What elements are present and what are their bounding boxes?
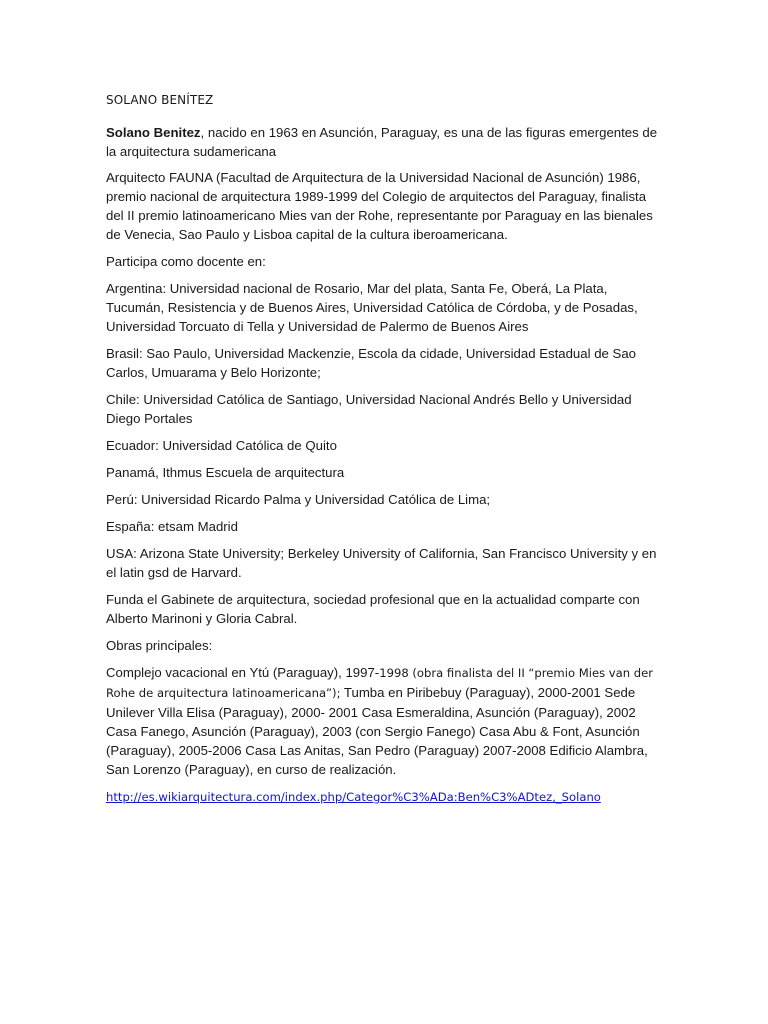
paragraph-link [106, 787, 666, 807]
paragraph-teaching-intro: Participa como docente en: [106, 254, 266, 269]
works-part-3: Tumba en Piribebuy (Paraguay), 2000-2001 Sede Unilever Villa Elisa (Paraguay), 2000- 2001 Casa Esmeraldina, Asunción (Paraguay), 2002 Casa Fanego, Asunción (Paraguay), 2003 (con Sergio Fanego) Casa Abu & Font, Asunción (Paraguay), 2005-2006 Casa Las Anitas, San Pedro (Paraguay) 2007-2008 Edificio Alambra, San Lorenzo (Paraguay), en curso de realización. [106, 685, 648, 777]
paragraph-gabinete: Funda el Gabinete de arquitectura, sociedad profesional que en la actualidad comparte con Alberto Marinoni y Gloria Cabral. [106, 592, 640, 626]
document-title: SOLANO BENÍTEZ [106, 93, 214, 107]
intro-text: , nacido en 1963 en Asunción, Paraguay, es una de las figuras emergentes de la arquitectura sudamericana [106, 125, 658, 159]
wikiarquitectura-link[interactable]: http://es.wikiarquitectura.com/index.php/Categor%C3%ADa:Ben%C3%ADtez,_Solano [106, 790, 601, 804]
paragraph-usa: USA: Arizona State University; Berkeley University of California, San Francisco University y en el latin gsd de Harvard. [106, 546, 657, 580]
paragraph-espana: España: etsam Madrid [106, 519, 238, 534]
paragraph-peru: Perú: Universidad Ricardo Palma y Universidad Católica de Lima; [106, 492, 491, 507]
paragraph-argentina: Argentina: Universidad nacional de Rosario, Mar del plata, Santa Fe, Oberá, La Plata, Tucumán, Resistencia y de Buenos Aires, Universidad Católica de Córdoba, y de Posadas, Universidad Torcuato di Tella y Universidad de Palermo de Buenos Aires [106, 281, 638, 334]
paragraph-brasil: Brasil: Sao Paulo, Universidad Mackenzie, Escola da cidade, Universidad Estadual de Sao Carlos, Umuarama y Belo Horizonte; [106, 346, 636, 380]
works-part-2: 1998 (obra finalista del II “premio Mies van der Rohe de arquitectura latinoamericana”); [106, 666, 654, 700]
paragraph-works [106, 663, 666, 779]
works-part-1: Complejo vacacional en Ytú (Paraguay), 1997- [106, 665, 380, 680]
paragraph-career: Arquitecto FAUNA (Facultad de Arquitectura de la Universidad Nacional de Asunción) 1986, premio nacional de arquitectura 1989-1999 del Colegio de arquitectos del Paraguay, finalista del II premio latinoamericano Mies van der Rohe, representante por Paraguay en las bienales de Venecia, Sao Paulo y Lisboa capital de la cultura iberoamericana. [106, 170, 653, 242]
intro-paragraph [106, 123, 666, 161]
paragraph-works-heading: Obras principales: [106, 638, 213, 653]
intro-name: Solano Benitez [106, 125, 201, 140]
paragraph-panama: Panamá, Ithmus Escuela de arquitectura [106, 465, 345, 480]
paragraph-ecuador: Ecuador: Universidad Católica de Quito [106, 438, 337, 453]
document-page [106, 92, 666, 815]
paragraph-chile: Chile: Universidad Católica de Santiago, Universidad Nacional Andrés Bello y Universidad Diego Portales [106, 392, 632, 426]
